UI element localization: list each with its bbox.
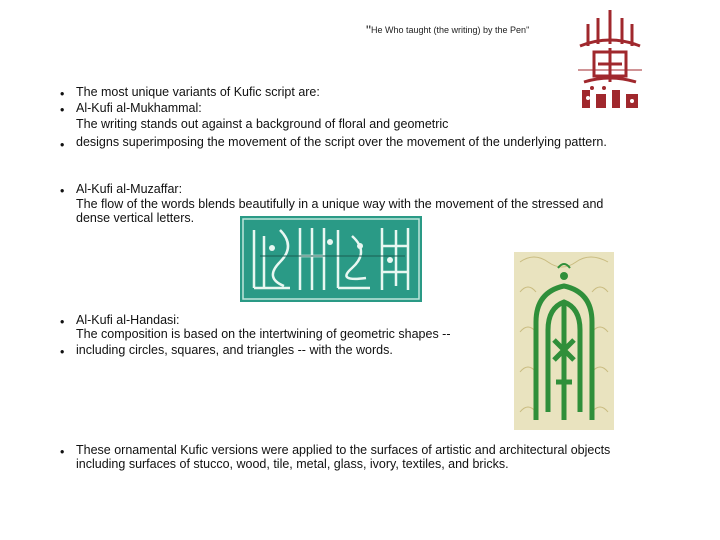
kufic-calligraphy-red-image [558, 4, 662, 120]
section-muzaffar-line: Al-Kufi al-Muzaffar: [76, 182, 183, 196]
bullet-marker [60, 103, 64, 118]
section-mukhammal-line: Al-Kufi al-Mukhammal: [76, 101, 202, 115]
section-applications-line: These ornamental Kufic versions were applied to the surfaces of artistic and architectural objects [76, 443, 611, 457]
bullet-marker [60, 138, 64, 153]
kufic-handasi-arch-icon [514, 252, 614, 430]
section-mukhammal-line: designs superimposing the movement of the script over the movement of the underlying pattern. [76, 135, 607, 149]
bullet-marker [60, 445, 64, 460]
section-mukhammal-line: The most unique variants of Kufic script are: [76, 85, 320, 99]
section-applications-line: including surfaces of stucco, wood, tile, metal, glass, ivory, textiles, and bricks. [76, 457, 509, 471]
section-muzaffar-line: dense vertical letters. [76, 211, 195, 225]
section-muzaffar-line: The flow of the words blends beautifully in a unique way with the movement of the stressed and [76, 197, 604, 211]
bullet-marker [60, 315, 64, 330]
caption-text: He Who taught (the writing) by the Pen" [370, 25, 530, 35]
kufic-muzaffar-panel-icon [240, 216, 422, 302]
kufic-handasi-arch-image [514, 252, 614, 430]
section-handasi-line: Al-Kufi al-Handasi: [76, 313, 180, 327]
image-caption [366, 20, 529, 36]
section-handasi-line: The composition is based on the intertwining of geometric shapes -- [76, 327, 451, 341]
kufic-muzaffar-panel-image [240, 216, 422, 302]
bullet-marker [60, 184, 64, 199]
section-mukhammal-line: The writing stands out against a background of floral and geometric [76, 117, 449, 131]
section-handasi-line: including circles, squares, and triangles -- with the words. [76, 343, 393, 357]
kufic-calligraphy-red-icon [558, 4, 662, 120]
bullet-marker [60, 87, 64, 102]
caption-quote-mark: " [366, 22, 371, 38]
bullet-marker [60, 345, 64, 360]
